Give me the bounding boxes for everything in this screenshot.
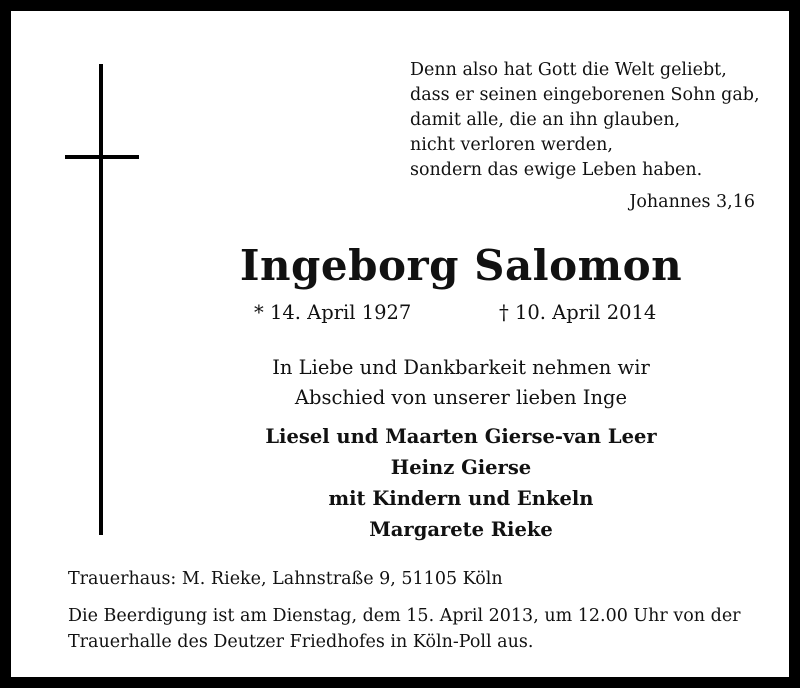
cross-vertical-bar: [99, 64, 103, 535]
mourners-list: [161, 421, 761, 545]
deceased-name: Ingeborg Salomon: [239, 241, 683, 290]
verse-source: Johannes 3,16: [629, 192, 755, 212]
cross-horizontal-bar: [65, 155, 139, 159]
verse-line: damit alle, die an ihn glauben,: [410, 110, 681, 130]
farewell-text: [161, 353, 761, 413]
funeral-line: Die Beerdigung ist am Dienstag, dem 15. April 2013, um 12.00 Uhr von der: [68, 606, 741, 626]
bible-verse: [410, 58, 760, 183]
mourner-name: Margarete Rieke: [369, 518, 553, 541]
death-date: † 10. April 2014: [499, 301, 657, 324]
funeral-details: [68, 603, 788, 655]
farewell-line: In Liebe und Dankbarkeit nehmen wir: [272, 356, 650, 379]
mourning-house-address: Trauerhaus: M. Rieke, Lahnstraße 9, 51105 Köln: [68, 569, 503, 589]
mourner-name: Heinz Gierse: [390, 456, 532, 479]
farewell-line: Abschied von unserer lieben Inge: [294, 386, 628, 409]
verse-line: sondern das ewige Leben haben.: [410, 160, 703, 180]
mourner-name: mit Kindern und Enkeln: [328, 487, 594, 510]
birth-date: * 14. April 1927: [254, 301, 412, 324]
mourner-name: Liesel und Maarten Gierse-van Leer: [265, 425, 657, 448]
verse-line: dass er seinen eingeborenen Sohn gab,: [410, 85, 760, 105]
funeral-line: Trauerhalle des Deutzer Friedhofes in Köln-Poll aus.: [68, 632, 534, 652]
verse-line: Denn also hat Gott die Welt geliebt,: [410, 60, 727, 80]
verse-line: nicht verloren werden,: [410, 135, 613, 155]
